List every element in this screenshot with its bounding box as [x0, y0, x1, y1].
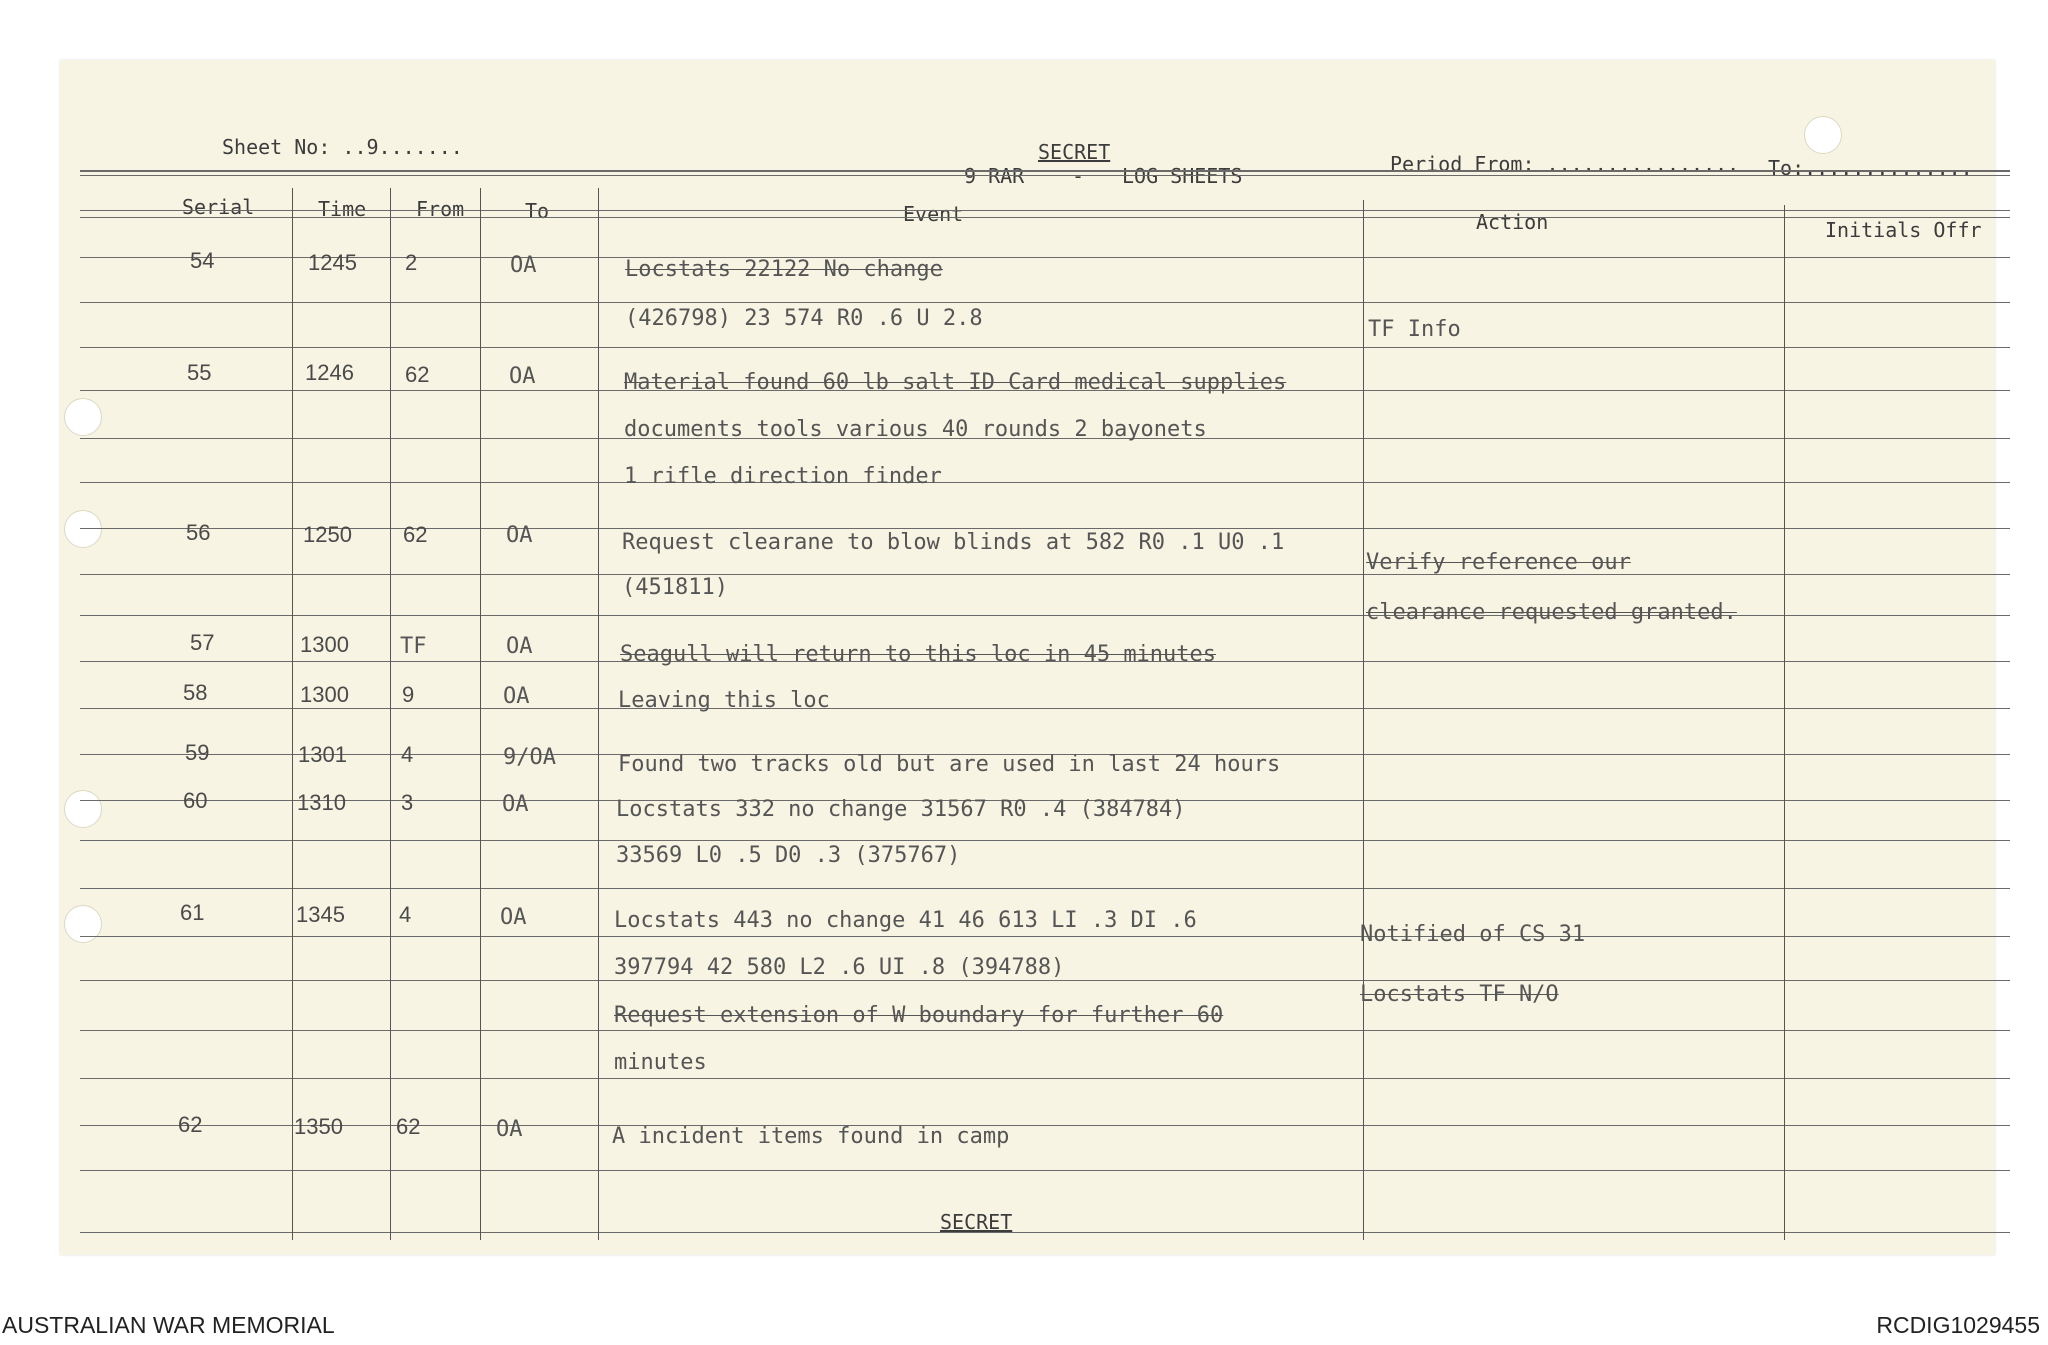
time-cell: 1345: [296, 902, 345, 927]
punch-hole: [64, 398, 102, 436]
from-cell: 3: [401, 790, 414, 815]
time-cell: 1246: [305, 360, 354, 385]
title-dash: -: [1072, 164, 1085, 188]
column-header-serial: Serial: [182, 195, 255, 219]
serial-cell: 58: [183, 680, 208, 705]
serial-cell: 54: [190, 248, 215, 273]
from-cell: 62: [403, 522, 428, 547]
column-header-to: To: [525, 199, 550, 223]
serial-cell: 62: [178, 1112, 203, 1137]
time-cell: 1245: [308, 250, 357, 275]
classification-bottom: SECRET: [940, 1210, 1013, 1234]
punch-hole: [64, 905, 102, 943]
event-text: Locstats 443 no change 41 46 613 LI .3 DI .6: [614, 908, 1197, 933]
serial-cell: 56: [186, 520, 211, 545]
event-text: 33569 L0 .5 D0 .3 (375767): [616, 843, 961, 868]
document-title: LOG SHEETS: [1122, 164, 1243, 188]
event-text: A incident items found in camp: [612, 1124, 1010, 1149]
time-cell: 1300: [300, 682, 349, 707]
action-text: clearance requested granted.: [1366, 600, 1737, 625]
time-cell: 1350: [294, 1114, 343, 1139]
sheet-number-value: 9: [366, 135, 379, 159]
unit-name: 9 RAR: [964, 164, 1025, 188]
event-text: Locstats 22122 No change: [625, 257, 943, 282]
from-cell: 62: [405, 362, 430, 387]
from-cell: 4: [401, 742, 414, 767]
punch-hole: [64, 790, 102, 828]
event-text: Request clearane to blow blinds at 582 R0 .1 U0 .1: [622, 530, 1285, 555]
action-text: Notified of CS 31: [1360, 922, 1586, 947]
to-cell: OA: [500, 905, 527, 930]
footer-source: AUSTRALIAN WAR MEMORIAL: [2, 1312, 335, 1338]
footer-id: RCDIG1029455: [1876, 1312, 2040, 1338]
event-text: (426798) 23 574 R0 .6 U 2.8: [625, 306, 983, 331]
time-cell: 1301: [298, 742, 347, 767]
serial-cell: 55: [187, 360, 212, 385]
to-cell: OA: [509, 364, 536, 389]
serial-cell: 59: [185, 740, 210, 765]
serial-cell: 61: [180, 900, 205, 925]
from-cell: 4: [399, 902, 412, 927]
event-text: minutes: [614, 1050, 707, 1075]
to-cell: OA: [496, 1117, 523, 1142]
sheet-number-label: Sheet No: ..: [222, 135, 367, 159]
column-header-action: Action: [1476, 210, 1549, 234]
to-cell: 9/OA: [503, 745, 556, 770]
time-cell: 1300: [300, 632, 349, 657]
event-text: documents tools various 40 rounds 2 bayonets: [624, 417, 1207, 442]
action-text: Verify reference our: [1366, 550, 1631, 575]
period-to-field: To:..............: [1768, 156, 1973, 180]
event-text: Material found 60 lb salt ID Card medical supplies: [624, 370, 1287, 395]
column-header-from: From: [416, 197, 465, 221]
event-text: Seagull will return to this loc in 45 minutes: [620, 642, 1217, 667]
period-from-field: Period From: ................: [1390, 152, 1740, 176]
sheet-number-dots: .......: [378, 135, 463, 159]
to-cell: OA: [506, 634, 533, 659]
event-text: 397794 42 580 L2 .6 UI .8 (394788): [614, 955, 1065, 980]
from-cell: 2: [405, 250, 418, 275]
event-text: Request extension of W boundary for further 60: [614, 1003, 1224, 1028]
event-text: 1 rifle direction finder: [624, 464, 942, 489]
to-cell: OA: [506, 523, 533, 548]
column-header-event: Event: [903, 202, 964, 226]
event-text: Locstats 332 no change 31567 R0 .4 (384784): [616, 797, 1186, 822]
event-text: (451811): [622, 575, 728, 600]
action-text: Locstats TF N/O: [1360, 982, 1559, 1007]
column-header-initials: Initials Offr: [1825, 218, 1982, 242]
from-cell: 62: [396, 1114, 421, 1139]
punch-hole: [64, 510, 102, 548]
sheet-number-field: [222, 135, 463, 159]
to-cell: OA: [503, 684, 530, 709]
action-text: TF Info: [1368, 317, 1461, 342]
to-cell: OA: [510, 253, 537, 278]
from-cell: 9: [402, 682, 415, 707]
punch-hole: [1804, 116, 1842, 154]
column-header-time: Time: [318, 197, 367, 221]
event-text: Leaving this loc: [618, 688, 830, 713]
from-cell: TF: [400, 634, 427, 659]
serial-cell: 60: [183, 788, 208, 813]
to-cell: OA: [502, 792, 529, 817]
log-sheet: [60, 60, 1995, 1255]
time-cell: 1310: [297, 790, 346, 815]
event-text: Found two tracks old but are used in last 24 hours: [618, 752, 1281, 777]
serial-cell: 57: [190, 630, 215, 655]
time-cell: 1250: [303, 522, 352, 547]
classification-top: SECRET: [1038, 140, 1111, 164]
